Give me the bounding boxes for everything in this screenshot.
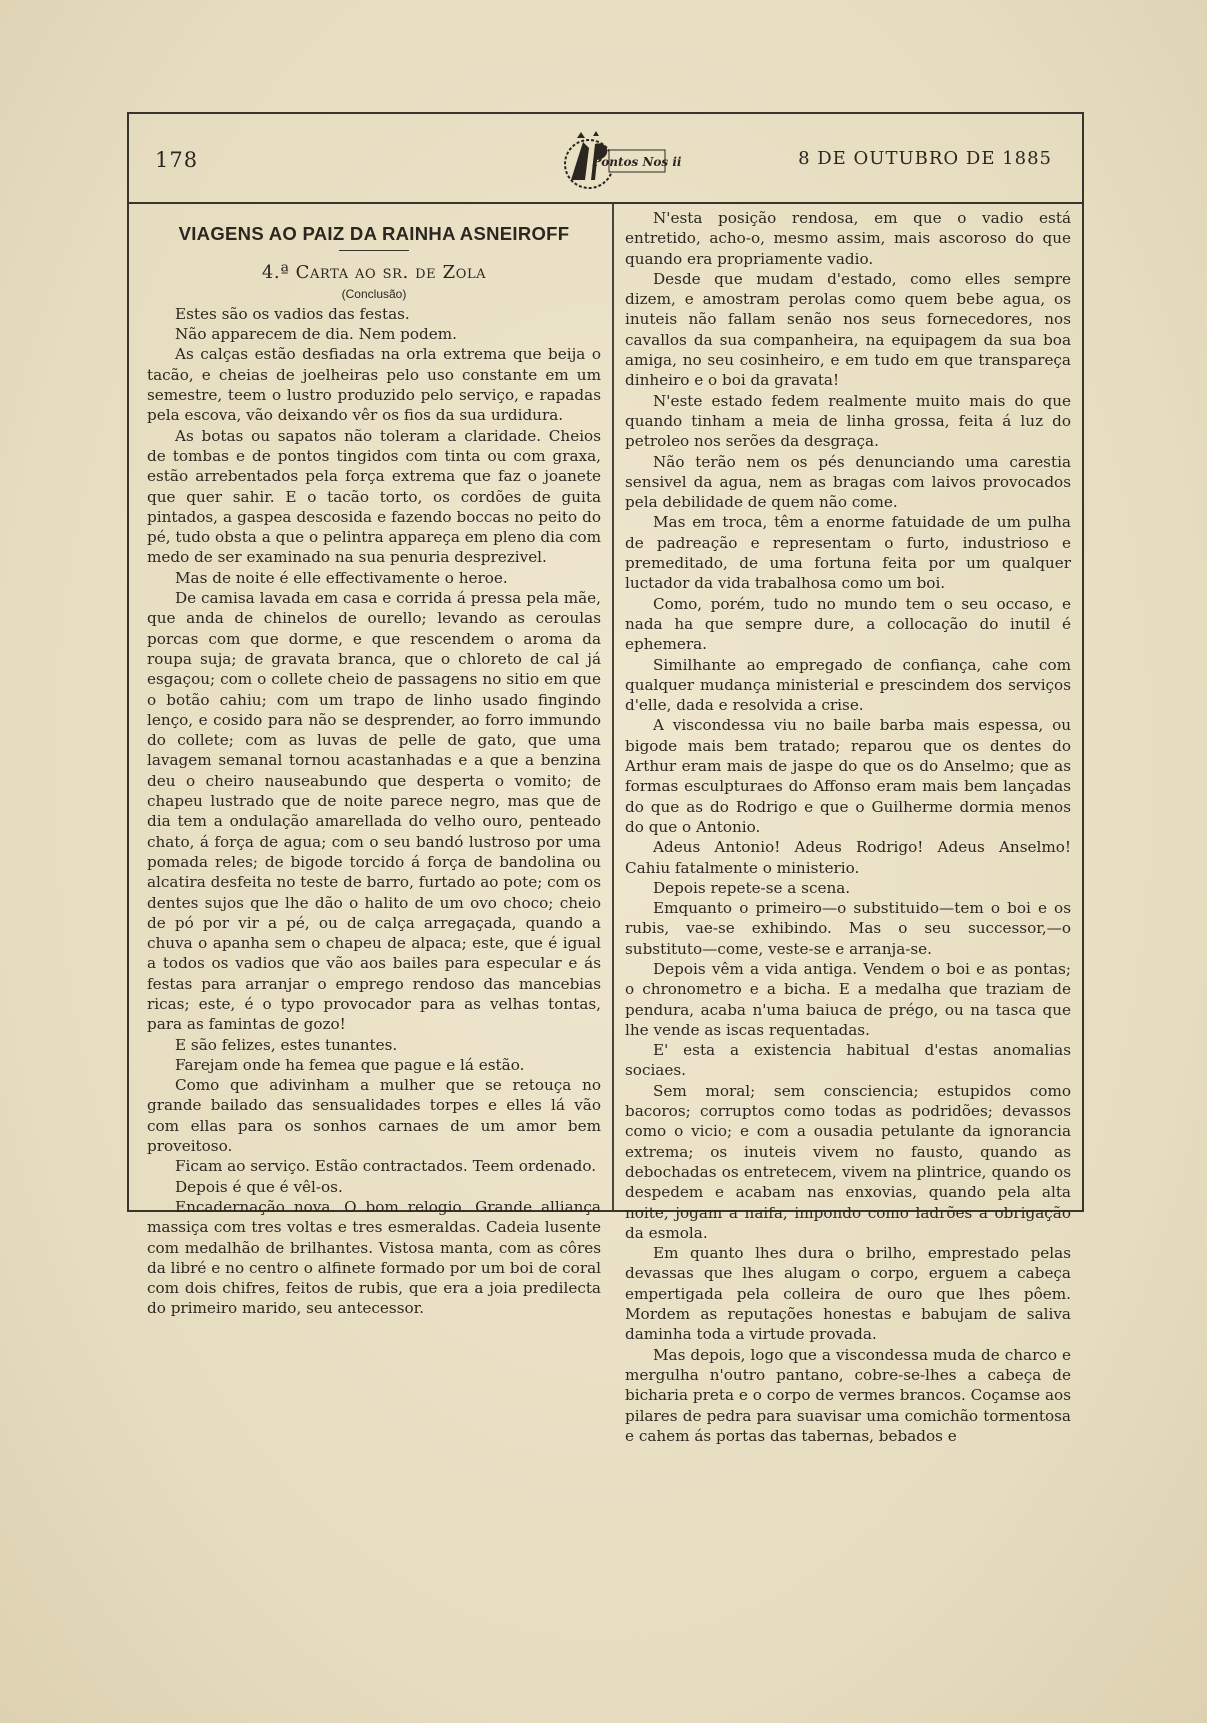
article-title: VIAGENS AO PAIZ DA RAINHA ASNEIROFF	[178, 223, 570, 244]
paragraph: Farejam onde ha femea que pague e lá estão.	[175, 1055, 525, 1074]
right-paragraphs	[625, 208, 1071, 1446]
paragraph: As botas ou sapatos não toleram a claridade. Cheios de tombas e de pontos tingidos com tinta ou com graxa, estão arrebentados pela força extrema que faz o joanete que quer sahir. E o tacão torto, os cordões de guita pintados, a gaspea descosida e fazendo boccas no peito do pé, tudo obsta a que o pelintra appareça em pleno dia com medo de ser examinado na sua penuria desprezivel.	[147, 426, 601, 567]
column-divider	[612, 204, 614, 1210]
issue-date: 8 DE OUTUBRO DE 1885	[798, 148, 1052, 169]
title-rule	[339, 250, 409, 251]
paragraph: Não terão nem os pés denunciando uma carestia sensivel da agua, nem as bragas com laivos provocados pela debilidade de quem não come.	[625, 452, 1071, 512]
paragraph: A viscondessa viu no baile barba mais espessa, ou bigode mais bem tratado; reparou que os dentes do Arthur eram mais de jaspe do que os do Anselmo; que as formas esculpturaes do Affonso eram mais bem lançadas do que as do Rodrigo e que o Guilherme dormia menos do que o Antonio.	[625, 716, 1071, 836]
paragraph: Em quanto lhes dura o brilho, emprestado pelas devassas que lhes alugam o corpo, erguem a cabeça empertigada pela colleira de ouro que lhes pôem. Mordem as reputações honestas e babujam de saliva daminha toda a virtude provada.	[625, 1244, 1071, 1344]
paragraph: N'esta posição rendosa, em que o vadio está entretido, acho-o, mesmo assim, mais ascoroso do que quando era propriamente vadio.	[625, 209, 1071, 268]
article-subtitle-text: 4.ª Carta ao sr. de Zola	[261, 262, 487, 284]
paragraph: De camisa lavada em casa e corrida á pressa pela mãe, que anda de chinelos de ourello; levando as ceroulas porcas com que dorme, e que rescendem o aroma da roupa suja; de gravata branca, que o chloreto de cal já esgaçou; com o collete cheio de passagens no sitio em que o botão cahiu; com um trapo de linho usado fingindo lenço, e cosido para não se desprender, ao forro immundo do collete; com as luvas de pelle de gato, que uma lavagem semanal tornou acastanhadas e a que a benzina deu o cheiro nauseabundo que desperta o vomito; de chapeu lustrado que de noite parece negro, mas que de dia tem a ondulação amarellada do velho ouro, penteado chato, á força de agua; com o seu bandó lustroso por uma pomada reles; de bigode torcido á força de bandolina ou alcatira desfeita no teste de barro, furtado ao pote; com os dentes sujos que lhe dão o halito de um ovo choco; cheio de pó por vir a pé, ou de calça arregaçada, quando a chuva o apanha sem o chapeu de alpaca; este, que é igual a todos os vadios que vão aos bailes para especular e ás festas para arranjar o emprego rendoso das mancebias ricas; este, é o typo provocador para as velhas tontas, para as famintas de gozo!	[147, 589, 601, 1034]
paragraph: Como, porém, tudo no mundo tem o seu occaso, e nada ha que sempre dure, a collocação do inutil é ephemera.	[625, 594, 1071, 654]
masthead-logo-text: Pontos Nos ii	[592, 155, 682, 169]
paragraph: Mas de noite é elle effectivamente o heroe.	[175, 568, 508, 587]
page-header	[129, 114, 1082, 204]
paragraph: E' esta a existencia habitual d'estas anomalias sociaes.	[625, 1041, 1071, 1080]
paragraph: Mas em troca, têm a enorme fatuidade de um pulha de padreação e representam o furto, industrioso e premeditado, de uma fortuna feita por um qualquer luctador da vida trabalhosa como um boi.	[625, 513, 1071, 593]
conclusion-label: (Conclusão)	[341, 286, 407, 301]
paragraph: E são felizes, estes tunantes.	[175, 1035, 398, 1054]
paragraph: Adeus Antonio! Adeus Rodrigo! Adeus Anselmo! Cahiu fatalmente o ministerio.	[625, 838, 1071, 877]
masthead-logo-icon	[549, 128, 682, 196]
page-frame	[127, 112, 1084, 1445]
paragraph: Encadernação nova. O bom relogio. Grande alliança massiça com tres voltas e tres esmeraldas. Cadeia lusente com medalhão de brilhantes. Vistosa manta, com as côres da libré e no centro o alfinete formado por um boi de coral com dois chifres, feitos de rubis, que era a joia predilecta do primeiro marido, seu antecessor.	[147, 1197, 601, 1318]
left-paragraphs	[147, 304, 601, 1319]
paragraph: Não apparecem de dia. Nem podem.	[175, 325, 457, 344]
right-column	[625, 204, 1071, 1446]
paragraph: N'este estado fedem realmente muito mais do que quando tinham a meia de linha grossa, feita á luz do petroleo nos serões da desgraça.	[625, 391, 1071, 451]
paragraph: Como que adivinham a mulher que se retouça no grande bailado das sensualidades torpes e elles lá vão com ellas para os sonhos carnaes de um amor bem proveitoso.	[147, 1076, 601, 1156]
paragraph: Sem moral; sem consciencia; estupidos como bacoros; corruptos como todas as podridões; devassos como o vicio; e com a ousadia petulante da ignorancia extrema; os inuteis vivem no fausto, quando as debochadas os entretecem, vivem na plintrice, quando os despedem e acabam nas enxovias, quando pela alta noite, jogam a naifa, impondo como ladrões a obrigação da esmola.	[625, 1081, 1071, 1242]
article-subtitle	[147, 263, 601, 283]
paragraph: Mas depois, logo que a viscondessa muda de charco e mergulha n'outro pantano, cobre-se-lhes a cabeça de bicharia preta e o corpo de vermes brancos. Coçamse aos pilares de pedra para suavisar uma comichão tormentosa e cahem ás portas das tabernas, bebados e	[625, 1345, 1071, 1445]
paragraph: Similhante ao empregado de confiança, cahe com qualquer mudança ministerial e prescindem dos serviços d'elle, dada e resolvida a crise.	[625, 655, 1071, 715]
left-column	[147, 204, 601, 1319]
paragraph: Desde que mudam d'estado, como elles sempre dizem, e amostram perolas como quem bebe agua, os inuteis não fallam senão nos seus fornecedores, nos cavallos da sua companheira, na equipagem da sua boa amiga, no seu cosinheiro, e em tudo em que transpareça dinheiro e o boi da gravata!	[625, 269, 1071, 390]
paragraph: Depois vêm a vida antiga. Vendem o boi e as pontas; o chronometro e a bicha. E a medalha que traziam de pendura, acaba n'uma baiuca de prégo, ou na tasca que lhe vende as iscas requentadas.	[625, 959, 1071, 1039]
paragraph: As calças estão desfiadas na orla extrema que beija o tacão, e cheias de joelheiras pelo uso constante em um semestre, teem o lustro produzido pelo serviço, e rapadas pela escova, vão deixando vêr os fios da sua urdidura.	[147, 345, 601, 425]
page-number: 178	[155, 148, 199, 172]
paragraph: Estes são os vadios das festas.	[175, 304, 410, 323]
paragraph: Depois é que é vêl-os.	[175, 1177, 343, 1196]
paragraph: Depois repete-se a scena.	[653, 878, 851, 897]
paragraph: Ficam ao serviço. Estão contractados. Teem ordenado.	[175, 1157, 597, 1176]
paragraph: Emquanto o primeiro—o substituido—tem o boi e os rubis, vae-se exhibindo. Mas o seu successor,—o substituto—come, veste-se e arranja-se.	[625, 899, 1071, 958]
